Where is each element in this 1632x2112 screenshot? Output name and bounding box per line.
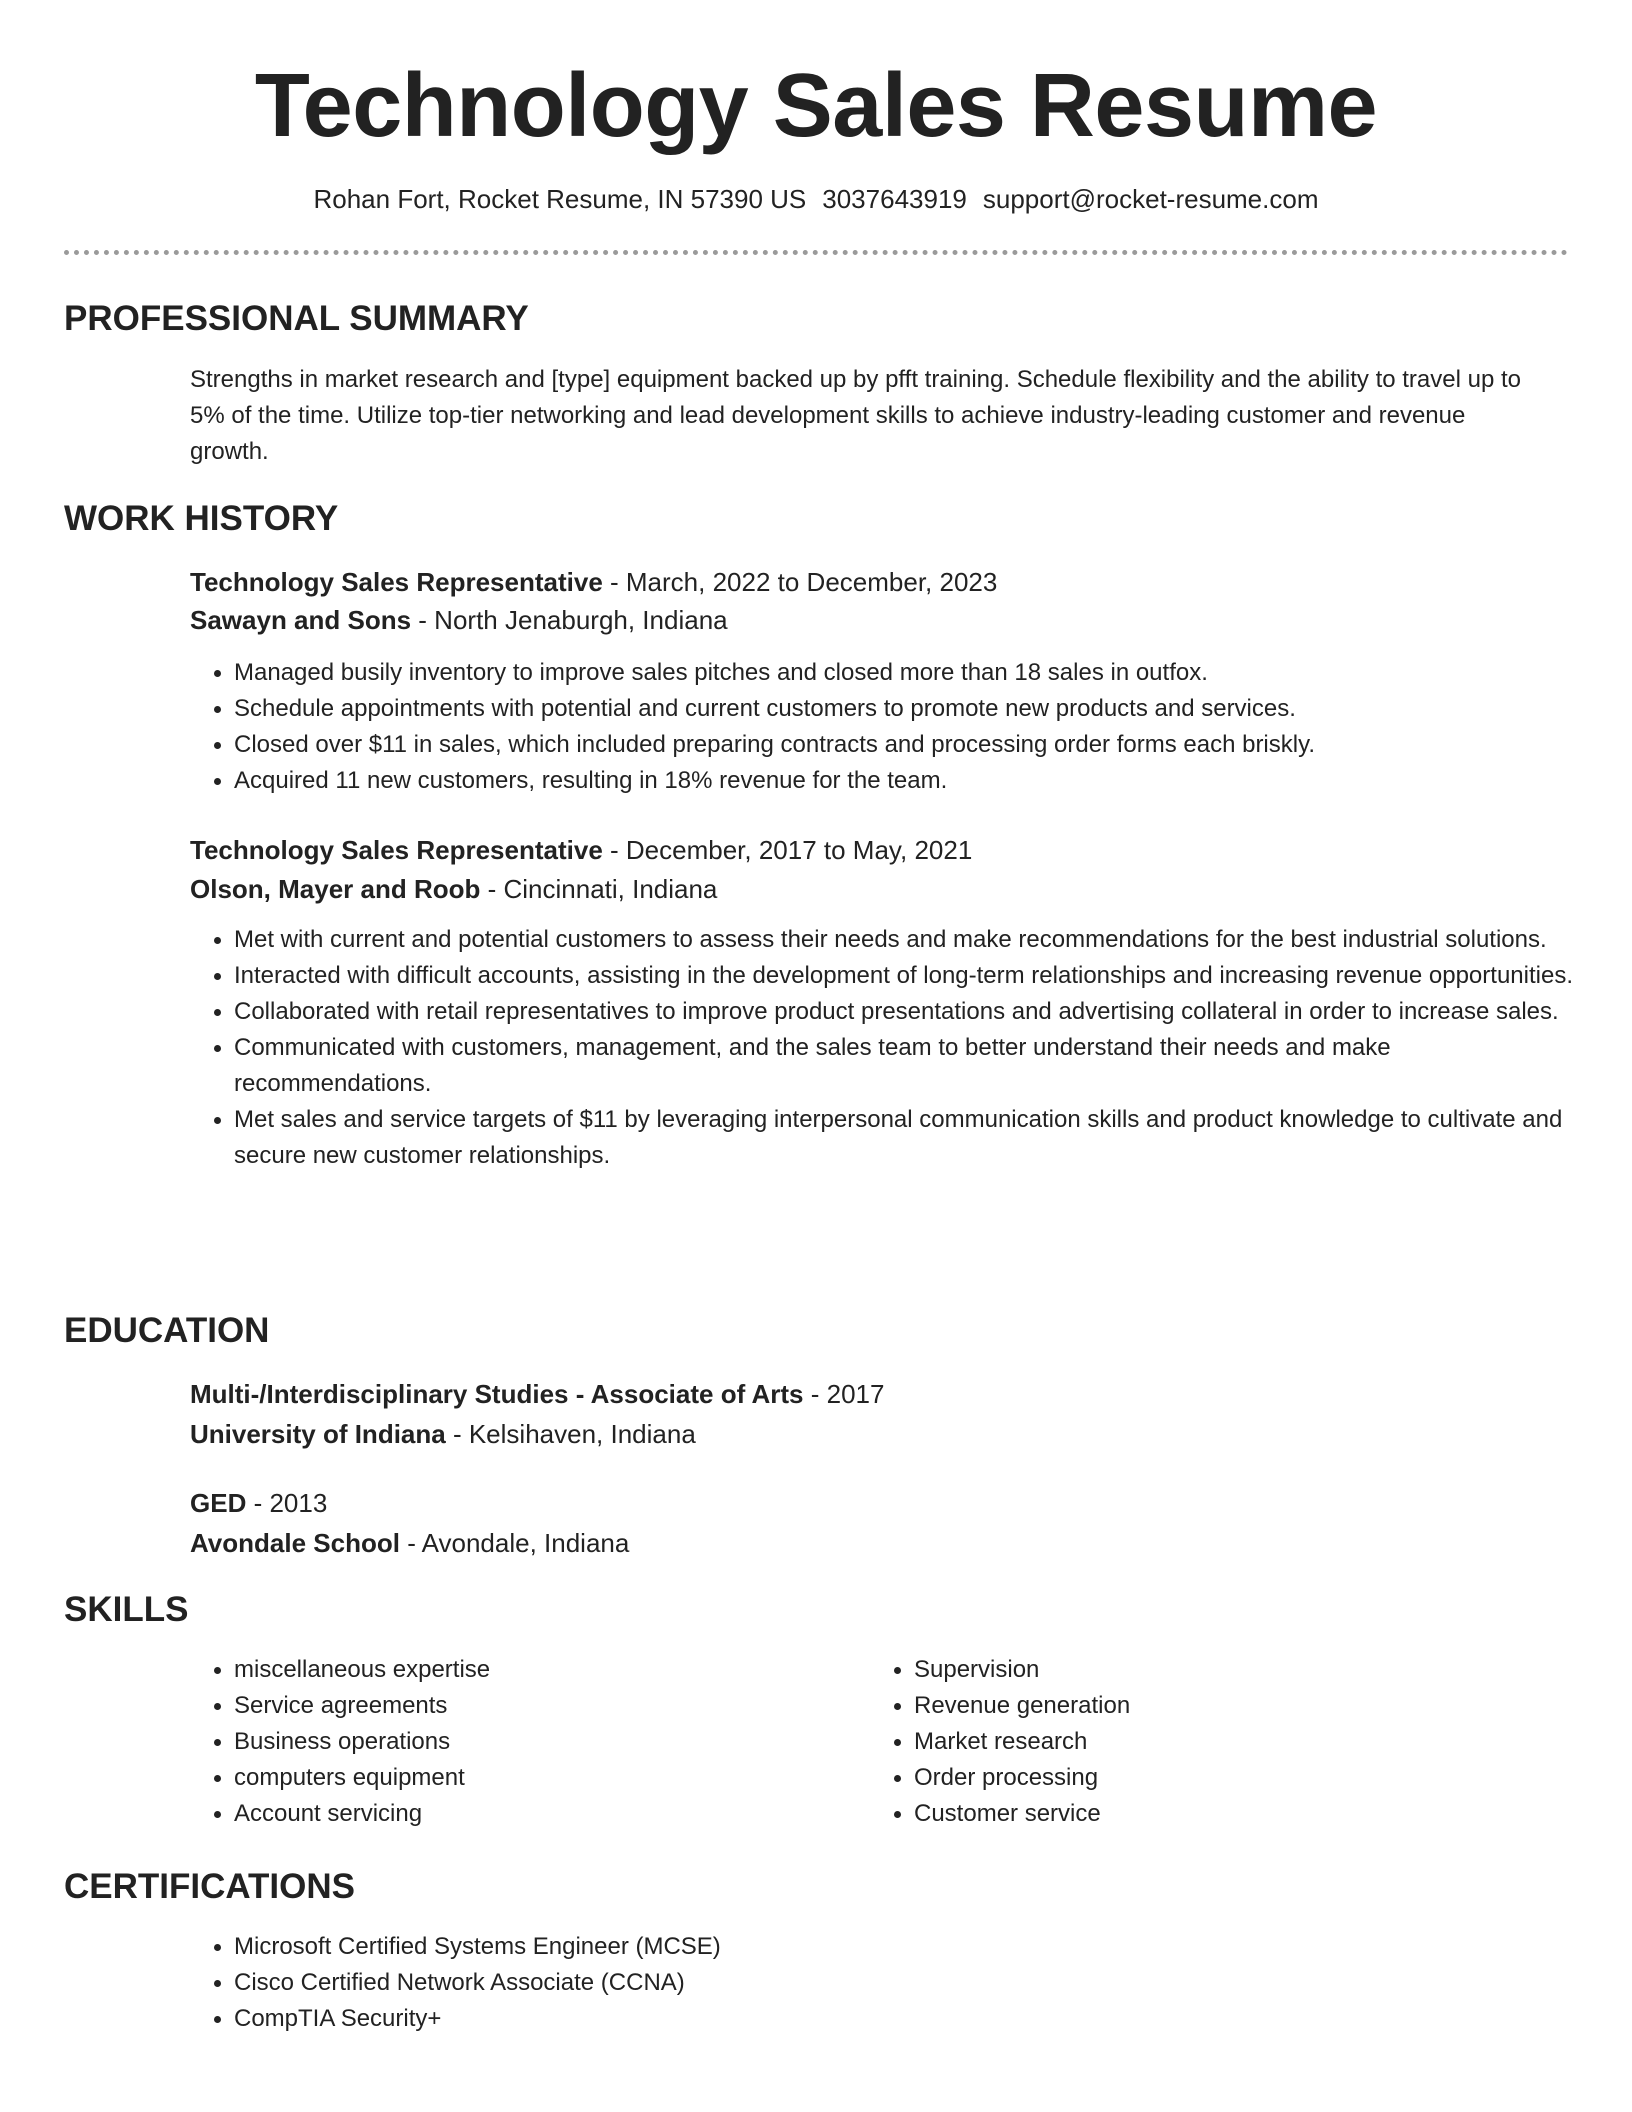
contact-address: Rohan Fort, Rocket Resume, IN 57390 US: [313, 184, 807, 214]
skill-item: • Account servicing: [234, 1796, 834, 1832]
list-item: • Communicated with customers, management, and the sales team to better understand their needs and make recommendations.: [234, 1030, 1594, 1102]
skill-item: • Business operations: [234, 1724, 834, 1760]
job-1-bullets: [190, 655, 1594, 799]
list-item: • Interacted with difficult accounts, assisting in the development of long-term relationships and increasing revenue opportunities.: [234, 958, 1594, 994]
job-1-title: Technology Sales Representative: [190, 567, 603, 597]
job-1-location: - North Jenaburgh, Indiana: [411, 605, 728, 635]
education-1-degree-line: [190, 1376, 1550, 1412]
contact-email: support@rocket-resume.com: [982, 184, 1319, 214]
job-1-company-line: [190, 602, 1550, 638]
list-item: • Met with current and potential customers to assess their needs and make recommendations for the best industrial solutions.: [234, 922, 1594, 958]
education-1-school: University of Indiana: [190, 1419, 446, 1449]
contact-phone: 3037643919: [822, 184, 967, 214]
header-divider: [64, 250, 1568, 255]
certifications-list: [190, 1929, 1594, 2037]
skills-heading: SKILLS: [64, 1590, 189, 1629]
skill-item: • computers equipment: [234, 1760, 834, 1796]
education-2-degree: GED: [190, 1488, 247, 1518]
list-item: • Met sales and service targets of $11 by leveraging interpersonal communication skills and product knowledge to cultivate and secure new customer relationships.: [234, 1102, 1594, 1174]
list-item: • Schedule appointments with potential and current customers to promote new products and services.: [234, 691, 1594, 727]
education-2-location: - Avondale, Indiana: [399, 1528, 630, 1558]
skill-item: • Order processing: [914, 1760, 1514, 1796]
job-2-bullets: [190, 922, 1594, 1174]
list-item: • Managed busily inventory to improve sales pitches and closed more than 18 sales in outfox.: [234, 655, 1594, 691]
skill-item: • Revenue generation: [914, 1688, 1514, 1724]
job-1-title-line: [190, 564, 1550, 600]
education-2-degree-line: [190, 1485, 1550, 1521]
education-1-school-line: [190, 1416, 1550, 1452]
skill-item: • miscellaneous expertise: [234, 1652, 834, 1688]
job-2-title: Technology Sales Representative: [190, 835, 603, 865]
list-item: • Closed over $11 in sales, which included preparing contracts and processing order forms each briskly.: [234, 727, 1594, 763]
skill-item: • Market research: [914, 1724, 1514, 1760]
list-item: • Collaborated with retail representatives to improve product presentations and advertising collateral in order to increase sales.: [234, 994, 1594, 1030]
job-2-location: - Cincinnati, Indiana: [480, 874, 718, 904]
list-item: • Acquired 11 new customers, resulting in 18% revenue for the team.: [234, 763, 1594, 799]
resume-title: Technology Sales Resume: [254, 56, 1378, 156]
job-2-company: Olson, Mayer and Roob: [190, 874, 481, 904]
education-2-school: Avondale School: [190, 1528, 400, 1558]
education-1-degree: Multi-/Interdisciplinary Studies - Associate of Arts: [190, 1379, 804, 1409]
summary-text: Strengths in market research and [type] equipment backed up by pfft training. Schedule flexibility and the ability to travel up to 5% of the time. Utilize top-tier networking and lead development skills to achieve industry-leading customer and revenue growth.: [190, 366, 1521, 465]
contact-line: [0, 182, 1632, 216]
skill-item: • Customer service: [914, 1796, 1514, 1832]
job-2-company-line: [190, 871, 1550, 907]
certifications-heading: CERTIFICATIONS: [64, 1867, 356, 1906]
skills-left-list: [190, 1652, 834, 1832]
education-1-location: - Kelsihaven, Indiana: [445, 1419, 696, 1449]
education-1-year: - 2017: [803, 1379, 885, 1409]
summary-heading: PROFESSIONAL SUMMARY: [64, 299, 529, 338]
job-2-title-line: [190, 832, 1550, 868]
skills-right-list: [870, 1652, 1514, 1832]
certification-item: • CompTIA Security+: [234, 2001, 1594, 2037]
education-2-school-line: [190, 1525, 1550, 1561]
certification-item: • Cisco Certified Network Associate (CCNA): [234, 1965, 1594, 2001]
certification-item: • Microsoft Certified Systems Engineer (MCSE): [234, 1929, 1594, 1965]
work-history-heading: WORK HISTORY: [64, 499, 339, 538]
education-heading: EDUCATION: [64, 1311, 270, 1350]
education-2-year: - 2013: [246, 1488, 328, 1518]
skill-item: • Supervision: [914, 1652, 1514, 1688]
skill-item: • Service agreements: [234, 1688, 834, 1724]
job-1-dates: - March, 2022 to December, 2023: [602, 567, 998, 597]
job-1-company: Sawayn and Sons: [190, 605, 412, 635]
job-2-dates: - December, 2017 to May, 2021: [602, 835, 973, 865]
